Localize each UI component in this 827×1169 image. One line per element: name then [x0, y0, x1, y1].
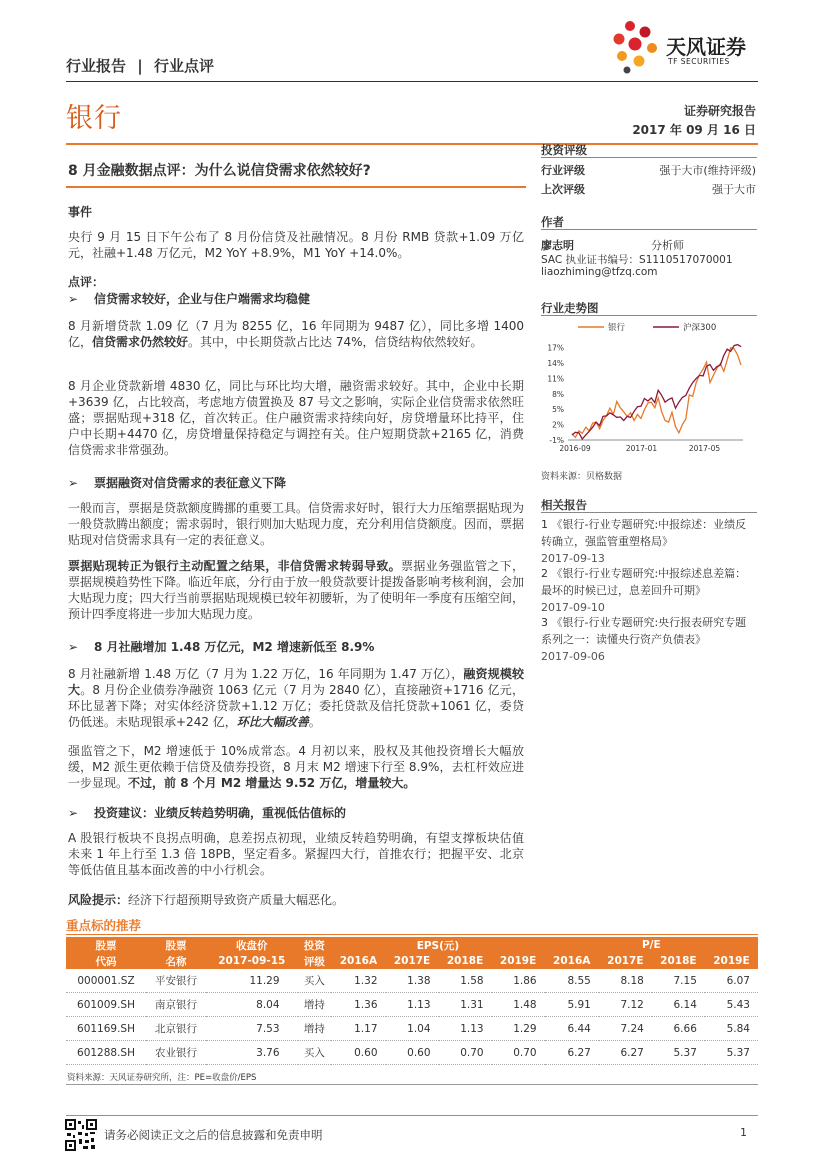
y-tick-label: 14%	[547, 359, 564, 369]
related-heading: 相关报告	[541, 498, 587, 512]
y-tick-label: 8%	[552, 389, 564, 399]
col-subheader: 代码	[66, 953, 146, 969]
event-text: 央行 9 月 15 日下午公布了 8 月份信贷及社融情况。8 月份 RMB 贷款+1.09 万亿元，社融+1.48 万亿元，M2 YoY +8.9%，M1 YoY +14.0%。	[68, 230, 524, 260]
table-cell: 0.70	[492, 1041, 545, 1065]
bullet-social-financing: ➢ 8 月社融增加 1.48 万亿元，M2 增速新低至 8.9%	[68, 640, 375, 654]
industry-trend-chart	[538, 318, 758, 458]
col-subheader: 2017-09-15	[206, 953, 298, 969]
table-cell: 5.84	[705, 1017, 758, 1041]
table-cell: 增持	[298, 1017, 332, 1041]
paragraph-m2: 强监管之下，M2 增速低于 10%成常态。4 月初以来，股权及其他投资增长大幅放缓，M2 派生更依赖于信贷及债券投资，8 月末 M2 增速下行至 8.9%，去杠杆效应进一步显现。不过，前 8 个月 M2 增量达 9.52 万亿，增量较大。	[68, 744, 524, 790]
author-heading: 作者	[541, 215, 564, 229]
tf-securities-logo-icon	[610, 18, 664, 74]
table-cell: 1.86	[492, 969, 545, 993]
col-subheader: 评级	[298, 953, 332, 969]
brand-english-name: TF SECURITIES	[668, 57, 730, 66]
risk-warning: 风险提示：经济下行超预期导致资产质量大幅恶化。	[68, 893, 345, 907]
table-cell: 7.24	[599, 1017, 652, 1041]
col-header: 投资	[298, 937, 332, 953]
table-cell: 0.60	[386, 1041, 439, 1065]
table-cell: 平安银行	[146, 969, 206, 993]
table-cell: 5.37	[652, 1041, 705, 1065]
bullet-investment-advice: ➢ 投资建议：业绩反转趋势明确，重视低估值标的	[68, 806, 347, 820]
related-report-2[interactable]: 2 《银行-行业专题研究:中报综述息差篇：最坏的时候已过，息差回升可期》 2017-09-10	[541, 567, 747, 614]
table-cell: 农业银行	[146, 1041, 206, 1065]
table-cell: 买入	[298, 1041, 332, 1065]
table-cell: 5.37	[705, 1041, 758, 1065]
chart-source: 资料来源：贝格数据	[541, 472, 623, 482]
table-row	[66, 1017, 758, 1041]
table-cell: 0.70	[439, 1041, 492, 1065]
author-certificate: SAC 执业证书编号：S1110517070001	[541, 254, 733, 266]
table-cell: 0.60	[331, 1041, 385, 1065]
table-row	[66, 1041, 758, 1065]
x-tick-label: 2016-09	[559, 444, 591, 453]
table-cell: 3.76	[206, 1041, 298, 1065]
table-cell: 6.14	[652, 993, 705, 1017]
related-report-3[interactable]: 3 《银行-行业专题研究:央行报表研究专题系列之一：读懂央行资产负债表》 2017-09-06	[541, 616, 747, 663]
y-tick-label: 5%	[552, 405, 564, 415]
related-report-1[interactable]: 1 《银行-行业专题研究:中报综述：业绩反转确立，强监管重塑格局》 2017-09-13	[541, 518, 747, 565]
table-cell: 1.13	[439, 1017, 492, 1041]
legend-label: 沪深300	[683, 323, 717, 333]
recommendation-table	[66, 937, 758, 1065]
last-rating: 上次评级 强于大市	[541, 183, 756, 196]
table-cell: 6.44	[545, 1017, 599, 1041]
table-cell: 1.17	[331, 1017, 385, 1041]
author-email[interactable]: liaozhiming@tfzq.com	[541, 266, 658, 278]
table-cell: 增持	[298, 993, 332, 1017]
paragraph-bill-discount: 票据贴现转正为银行主动配置之结果，非信贷需求转弱导致。票据业务强监管之下，票据规模趋势性下降。临近年底，分行由于放一般贷款要计提拨备影响考核利润，会加大贴现力度；四大行当前票据贴现规模已较年初腰斩，为了使明年一季度有压缩空间，预计四季度将进一步加大贴现力度。	[68, 559, 525, 621]
research-report-label: 证券研究报告	[683, 104, 756, 118]
table-cell: 买入	[298, 969, 332, 993]
x-tick-label: 2017-05	[688, 444, 721, 453]
paragraph-social-financing: 8 月社融新增 1.48 万亿（7 月为 1.22 万亿，16 年同期为 1.47 万亿），融资规模较大。8 月份企业债券净融资 1063 亿元（7 月为 2840 亿），直接融资+1716 亿元，环比显著下降；对实体经济贷款+1.12 万亿；委托贷款及信托贷款+1061 亿，委贷仍低迷。未贴现银承+242 亿，环比大幅改善。	[68, 667, 524, 729]
table-footnote: 资料来源：天风证券研究所，注：PE=收盘价/EPS	[67, 1073, 257, 1083]
table-cell: 1.31	[439, 993, 492, 1017]
y-tick-label: -1%	[549, 436, 564, 445]
table-header-row-1	[66, 937, 758, 953]
table-row	[66, 993, 758, 1017]
table-cell: 6.07	[705, 969, 758, 993]
author-name: 廖志明 分析师	[541, 239, 684, 252]
x-tick-label: 2017-01	[625, 444, 658, 453]
col-subheader: 2019E	[492, 953, 545, 969]
sector-title: 银行	[66, 103, 122, 134]
event-heading: 事件	[68, 205, 93, 219]
col-header: 收盘价	[206, 937, 298, 953]
table-cell: 1.04	[386, 1017, 439, 1041]
page-number: 1	[740, 1126, 747, 1139]
table-cell: 5.91	[545, 993, 599, 1017]
report-type-label: 行业报告 | 行业点评	[66, 57, 214, 75]
paragraph-new-loans: 8 月新增贷款 1.09 亿（7 月为 8255 亿，16 年同期为 9487 亿），同比多增 1400 亿，信贷需求仍然较好。其中，中长期贷款占比达 74%，信贷结构依然较好。	[68, 319, 524, 349]
paragraph-investment: A 股银行板块不良拐点明确，息差拐点初现，业绩反转趋势明确，有望支撑板块估值未来 1 年上行至 1.3 倍 18PB，坚定看多。紧握四大行，首推农行；把握平安、北京等低估值且基本面改善的中小行机会。	[68, 831, 524, 877]
bullet-credit-demand: ➢ 信贷需求较好，企业与住户端需求均稳健	[68, 292, 311, 306]
table-cell: 8.18	[599, 969, 652, 993]
trend-heading: 行业走势图	[541, 301, 599, 315]
table-cell: 6.27	[545, 1041, 599, 1065]
table-cell: 601169.SH	[66, 1017, 146, 1041]
col-subheader: 2018E	[439, 953, 492, 969]
table-cell: 7.15	[652, 969, 705, 993]
table-cell: 1.29	[492, 1017, 545, 1041]
table-cell: 7.53	[206, 1017, 298, 1041]
table-cell: 1.58	[439, 969, 492, 993]
y-tick-label: 11%	[547, 374, 564, 384]
col-subheader: 2016A	[545, 953, 599, 969]
col-header: 股票	[146, 937, 206, 953]
legend-label: 银行	[608, 323, 626, 333]
col-subheader: 2019E	[705, 953, 758, 969]
y-tick-label: 17%	[547, 343, 564, 353]
col-subheader: 2016A	[331, 953, 385, 969]
table-cell: 6.66	[652, 1017, 705, 1041]
table-cell: 000001.SZ	[66, 969, 146, 993]
col-header-pe: P/E	[545, 937, 758, 953]
table-cell: 7.12	[599, 993, 652, 1017]
report-date: 2017 年 09 月 16 日	[632, 123, 756, 137]
col-header-eps: EPS(元)	[331, 937, 544, 953]
paragraph-bill-tool: 一般而言，票据是贷款额度腾挪的重要工具。信贷需求好时，银行大力压缩票据贴现为一般贷款腾出额度；需求弱时，银行则加大贴现力度，充分利用信贷额度。因而，票据贴现对信贷需求具有一定的表征意义。	[68, 501, 525, 547]
table-cell: 1.32	[331, 969, 385, 993]
col-header: 股票	[66, 937, 146, 953]
table-cell: 11.29	[206, 969, 298, 993]
table-cell: 8.55	[545, 969, 599, 993]
table-cell: 1.48	[492, 993, 545, 1017]
col-subheader: 2017E	[599, 953, 652, 969]
table-cell: 北京银行	[146, 1017, 206, 1041]
bullet-bill-financing: ➢ 票据融资对信贷需求的表征意义下降	[68, 476, 287, 490]
col-subheader: 名称	[146, 953, 206, 969]
disclaimer-text: 请务必阅读正文之后的信息披露和免责申明	[104, 1128, 323, 1142]
table-section-title: 重点标的推荐	[66, 918, 142, 933]
col-subheader: 2018E	[652, 953, 705, 969]
table-cell: 1.36	[331, 993, 385, 1017]
table-cell: 601009.SH	[66, 993, 146, 1017]
y-tick-label: 2%	[552, 420, 564, 430]
table-header-row-2	[66, 953, 758, 969]
comment-heading: 点评：	[68, 275, 105, 289]
table-cell: 601288.SH	[66, 1041, 146, 1065]
report-title: 8 月金融数据点评：为什么说信贷需求依然较好?	[68, 163, 371, 179]
industry-rating: 行业评级 强于大市(维持评级)	[541, 164, 756, 177]
table-cell: 8.04	[206, 993, 298, 1017]
table-cell: 南京银行	[146, 993, 206, 1017]
qr-code-icon	[65, 1119, 97, 1151]
table-cell: 1.13	[386, 993, 439, 1017]
table-cell: 5.43	[705, 993, 758, 1017]
paragraph-corporate-loans: 8 月企业贷款新增 4830 亿，同比与环比均大增，融资需求较好。其中，企业中长期+3639 亿，占比较高，考虑地方债置换及 87 号文之影响，实际企业信贷需求依然旺盛；票据贴现+318 亿，首次转正。住户融资需求持续向好，房贷增量环比持平，住户中长期+4470 亿，房贷增量保持稳定与调控有关。住户短期贷款+2165 亿，消费信贷需求非常强劲。	[68, 379, 524, 457]
table-cell: 6.27	[599, 1041, 652, 1065]
table-cell: 1.38	[386, 969, 439, 993]
rating-heading: 投资评级	[541, 143, 587, 157]
brand-name: 天风证券	[666, 35, 746, 59]
table-row	[66, 969, 758, 993]
col-subheader: 2017E	[386, 953, 439, 969]
